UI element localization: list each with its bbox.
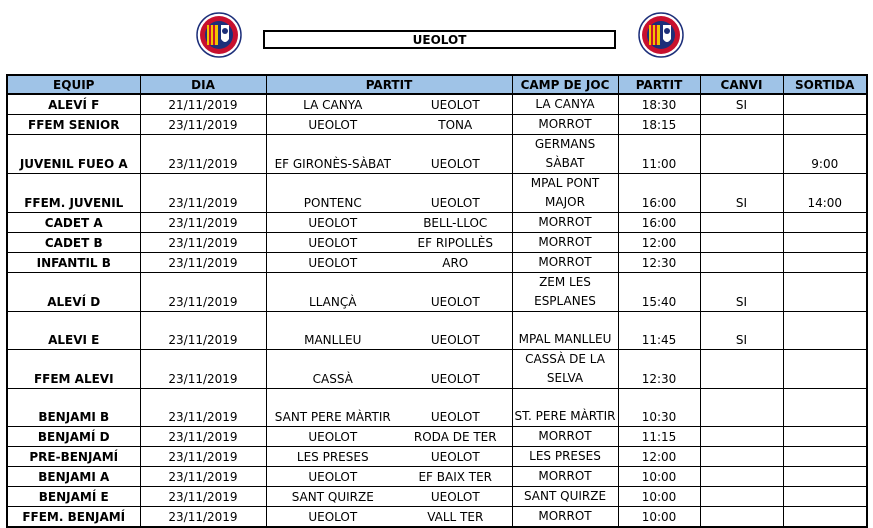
canvi-cell: SI [700,174,783,213]
sortida-cell [783,253,867,273]
canvi-cell: SI [700,94,783,115]
canvi-cell [700,253,783,273]
date-cell: 23/11/2019 [140,233,266,253]
team-cell: JUVENIL FUEO A [7,135,140,174]
field-cell: MPAL PONT MAJOR [512,174,618,213]
time-cell: 11:15 [618,427,700,447]
sortida-cell: 14:00 [783,174,867,213]
date-cell: 23/11/2019 [140,350,266,389]
canvi-cell [700,467,783,487]
home-team-cell: CASSÀ [266,350,399,389]
table-row [7,312,867,350]
time-cell: 12:30 [618,253,700,273]
date-cell: 23/11/2019 [140,507,266,528]
sortida-cell [783,447,867,467]
header-row [7,75,867,94]
club-crest-icon [194,12,244,58]
field-cell: MPAL MANLLEU [512,312,618,350]
date-cell: 23/11/2019 [140,447,266,467]
team-cell: INFANTIL B [7,253,140,273]
home-team-cell: UEOLOT [266,253,399,273]
home-team-cell: UEOLOT [266,233,399,253]
canvi-cell [700,389,783,427]
table-row [7,427,867,447]
date-cell: 23/11/2019 [140,115,266,135]
away-team-cell: UEOLOT [399,135,512,174]
field-cell: ST. PERE MÀRTIR [512,389,618,427]
time-cell: 11:45 [618,312,700,350]
sortida-cell [783,273,867,312]
home-team-cell: UEOLOT [266,115,399,135]
team-cell: ALEVÍ D [7,273,140,312]
date-cell: 23/11/2019 [140,135,266,174]
away-team-cell: UEOLOT [399,94,512,115]
table-row [7,233,867,253]
home-team-cell: LES PRESES [266,447,399,467]
away-team-cell: ARO [399,253,512,273]
table-row [7,447,867,467]
date-cell: 23/11/2019 [140,213,266,233]
away-team-cell: RODA DE TER [399,427,512,447]
home-team-cell: PONTENC [266,174,399,213]
time-cell: 15:40 [618,273,700,312]
home-team-cell: MANLLEU [266,312,399,350]
date-cell: 23/11/2019 [140,427,266,447]
sortida-cell [783,312,867,350]
date-cell: 23/11/2019 [140,174,266,213]
away-team-cell: UEOLOT [399,312,512,350]
canvi-cell [700,427,783,447]
col-header-canvi: CANVI [700,75,783,94]
table-row [7,467,867,487]
away-team-cell: UEOLOT [399,487,512,507]
team-cell: FFEM. JUVENIL [7,174,140,213]
team-cell: BENJAMI B [7,389,140,427]
field-cell: MORROT [512,233,618,253]
table-row [7,487,867,507]
table-row [7,389,867,427]
col-header-partit: PARTIT [266,75,512,94]
away-team-cell: UEOLOT [399,350,512,389]
time-cell: 16:00 [618,174,700,213]
sortida-cell: 9:00 [783,135,867,174]
sortida-cell [783,233,867,253]
field-cell: MORROT [512,213,618,233]
away-team-cell: VALL TER [399,507,512,528]
time-cell: 10:00 [618,467,700,487]
page-title: UEOLOT [263,30,616,49]
date-cell: 23/11/2019 [140,273,266,312]
team-cell: BENJAMI A [7,467,140,487]
date-cell: 23/11/2019 [140,253,266,273]
field-cell: GERMANS SÀBAT [512,135,618,174]
team-cell: BENJAMÍ D [7,427,140,447]
date-cell: 23/11/2019 [140,389,266,427]
table-row [7,213,867,233]
date-cell: 23/11/2019 [140,487,266,507]
canvi-cell [700,487,783,507]
away-team-cell: EF BAIX TER [399,467,512,487]
team-cell: PRE-BENJAMÍ [7,447,140,467]
field-cell: LA CANYA [512,94,618,115]
col-header-dia: DIA [140,75,266,94]
time-cell: 12:30 [618,350,700,389]
time-cell: 12:00 [618,233,700,253]
field-cell: MORROT [512,427,618,447]
col-header-sortida: SORTIDA [783,75,867,94]
date-cell: 23/11/2019 [140,312,266,350]
sortida-cell [783,350,867,389]
time-cell: 16:00 [618,213,700,233]
field-cell: CASSÀ DE LA SELVA [512,350,618,389]
away-team-cell: EF RIPOLLÈS [399,233,512,253]
sortida-cell [783,487,867,507]
home-team-cell: UEOLOT [266,213,399,233]
sortida-cell [783,389,867,427]
home-team-cell: SANT QUIRZE [266,487,399,507]
time-cell: 10:00 [618,487,700,507]
table-row [7,253,867,273]
time-cell: 18:30 [618,94,700,115]
home-team-cell: LA CANYA [266,94,399,115]
schedule-table [6,74,868,528]
home-team-cell: LLANÇÀ [266,273,399,312]
canvi-cell [700,135,783,174]
canvi-cell [700,350,783,389]
away-team-cell: UEOLOT [399,389,512,427]
team-cell: FFEM SENIOR [7,115,140,135]
table-row [7,94,867,115]
field-cell: SANT QUIRZE [512,487,618,507]
sortida-cell [783,427,867,447]
club-crest-icon [636,12,686,58]
away-team-cell: UEOLOT [399,273,512,312]
sortida-cell [783,94,867,115]
canvi-cell [700,447,783,467]
home-team-cell: UEOLOT [266,427,399,447]
team-cell: ALEVI E [7,312,140,350]
sortida-cell [783,467,867,487]
col-header-hora: PARTIT [618,75,700,94]
time-cell: 11:00 [618,135,700,174]
away-team-cell: UEOLOT [399,174,512,213]
col-header-equip: EQUIP [7,75,140,94]
table-row [7,115,867,135]
home-team-cell: UEOLOT [266,467,399,487]
canvi-cell [700,213,783,233]
home-team-cell: UEOLOT [266,507,399,528]
table-row [7,273,867,312]
canvi-cell: SI [700,273,783,312]
team-cell: ALEVÍ F [7,94,140,115]
away-team-cell: UEOLOT [399,447,512,467]
time-cell: 10:00 [618,507,700,528]
table-row [7,174,867,213]
field-cell: MORROT [512,507,618,528]
team-cell: FFEM. BENJAMÍ [7,507,140,528]
field-cell: ZEM LES ESPLANES [512,273,618,312]
field-cell: LES PRESES [512,447,618,467]
team-cell: CADET A [7,213,140,233]
team-cell: CADET B [7,233,140,253]
away-team-cell: TONA [399,115,512,135]
table-row [7,135,867,174]
home-team-cell: EF GIRONÈS-SÀBAT [266,135,399,174]
col-header-camp: CAMP DE JOC [512,75,618,94]
field-cell: MORROT [512,253,618,273]
time-cell: 12:00 [618,447,700,467]
time-cell: 18:15 [618,115,700,135]
team-cell: BENJAMÍ E [7,487,140,507]
sortida-cell [783,213,867,233]
sortida-cell [783,115,867,135]
field-cell: MORROT [512,467,618,487]
canvi-cell: SI [700,312,783,350]
date-cell: 21/11/2019 [140,94,266,115]
home-team-cell: SANT PERE MÀRTIR [266,389,399,427]
away-team-cell: BELL-LLOC [399,213,512,233]
date-cell: 23/11/2019 [140,467,266,487]
team-cell: FFEM ALEVI [7,350,140,389]
canvi-cell [700,233,783,253]
time-cell: 10:30 [618,389,700,427]
canvi-cell [700,115,783,135]
table-row [7,350,867,389]
field-cell: MORROT [512,115,618,135]
